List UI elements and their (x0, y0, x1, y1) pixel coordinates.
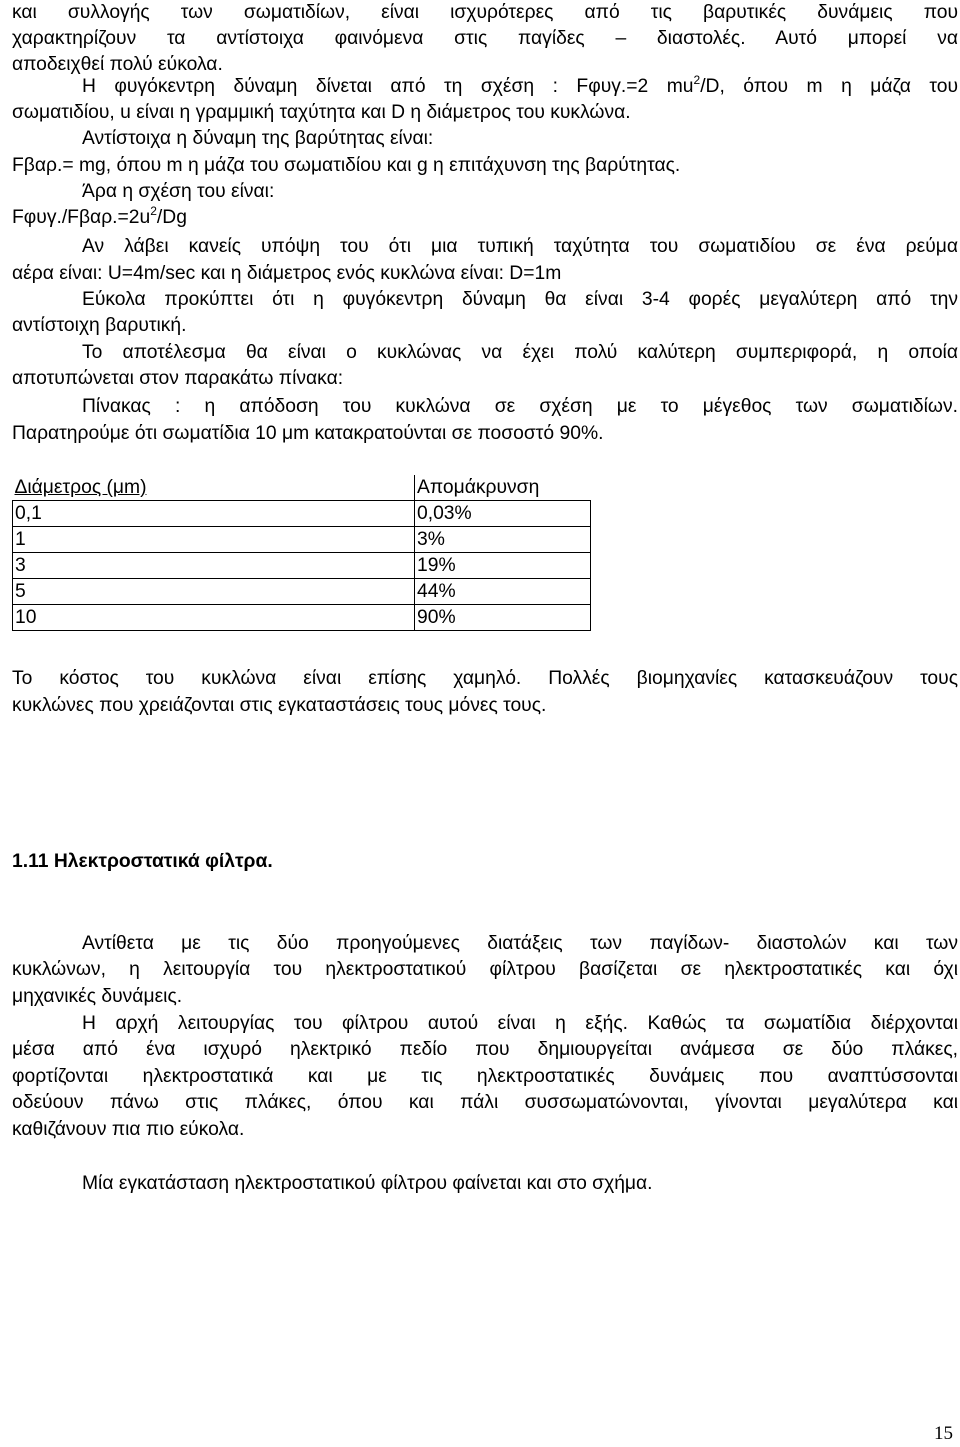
text-line: και συλλογής των σωματιδίων, είναι ισχυρότερες από τις βαρυτικές δυνάμεις που (12, 2, 958, 23)
text-line: σωματιδίου, u είναι η γραμμική ταχύτητα και D η διάμετρος του κυκλώνα. (12, 102, 631, 123)
text-line: αέρα είναι: U=4m/sec και η διάμετρος ενός κυκλώνα είναι: D=1m (12, 263, 562, 284)
text-line: καθιζάνουν πια πιο εύκολα. (12, 1119, 245, 1140)
text-line: Εύκολα προκύπτει ότι η φυγόκεντρη δύναμη θα είναι 3-4 φορές μεγαλύτερη από την (82, 289, 958, 310)
table-cell: 10 (13, 605, 415, 631)
table-cell: 1 (13, 527, 415, 553)
data-table (12, 475, 591, 631)
text-line: μηχανικές δυνάμεις. (12, 986, 183, 1007)
text-part: Fφυγ./Fβαρ.=2u (12, 207, 151, 228)
table-cell: 0,1 (13, 501, 415, 527)
page-number: 15 (934, 1423, 953, 1444)
text-line: Fβαρ.= mg, όπου m η μάζα του σωματιδίου και g η επιτάχυνση της βαρύτητας. (12, 155, 681, 176)
table-caption: Πίνακας : η απόδοση του κυκλώνα σε σχέση με το μέγεθος των σωματιδίων. (82, 396, 958, 417)
text-line: Αντίθετα με τις δύο προηγούμενες διατάξεις των παγίδων- διαστολών και των (82, 933, 958, 954)
text-part: /Dg (156, 207, 187, 228)
table-header-diameter: Διάμετρος (μm) (13, 475, 415, 501)
table-cell: 3 (13, 553, 415, 579)
text-line: αποτυπώνεται στον παρακάτω πίνακα: (12, 368, 344, 389)
text-line: φορτίζονται ηλεκτροστατικά και με τις ηλεκτροστατικές δυνάμεις που αναπτύσσονται (12, 1066, 958, 1087)
text-line: κυκλώνες που χρειάζονται στις εγκαταστάσεις τους μόνες τους. (12, 695, 547, 716)
table-row (13, 553, 591, 579)
text-line: Το αποτέλεσμα θα είναι ο κυκλώνας να έχει πολύ καλύτερη συμπεριφορά, η οποία (82, 342, 958, 363)
superscript: 2 (150, 204, 157, 218)
text-line: Αν λάβει κανείς υπόψη του ότι μια τυπική ταχύτητα του σωματιδίου σε ένα ρεύμα (82, 236, 958, 257)
superscript: 2 (693, 73, 701, 87)
table-cell: 5 (13, 579, 415, 605)
text-line: Παρατηρούμε ότι σωματίδια 10 μm κατακρατούνται σε ποσοστό 90%. (12, 423, 604, 444)
text-line: κυκλώνων, η λειτουργία του ηλεκτροστατικού φίλτρου βασίζεται σε ηλεκτροστατικές και όχι (12, 959, 958, 980)
text-line: Αντίστοιχα η δύναμη της βαρύτητας είναι: (82, 128, 434, 149)
table-header-removal: Απομάκρυνση (417, 477, 540, 498)
table-cell: 0,03% (415, 501, 591, 527)
table-row (13, 605, 591, 631)
text-line: οδεύουν πάνω στις πλάκες, όπου και πάλι συσσωματώνονται, γίνονται μεγαλύτερα και (12, 1092, 958, 1113)
text-line: αποδειχθεί πολύ εύκολα. (12, 54, 223, 75)
formula-line (12, 74, 958, 100)
text-line: Μία εγκατάσταση ηλεκτροστατικού φίλτρου φαίνεται και στο σχήμα. (82, 1173, 653, 1194)
formula-line (12, 205, 958, 231)
table-cell: 19% (415, 553, 591, 579)
table-row (13, 501, 591, 527)
table-header-row (13, 475, 591, 501)
section-heading: 1.11 Ηλεκτροστατικά φίλτρα. (12, 851, 273, 872)
table-row (13, 527, 591, 553)
text-line: Άρα η σχέση του είναι: (82, 181, 275, 202)
text-line: Η αρχή λειτουργίας του φίλτρου αυτού είναι η εξής. Καθώς τα σωματίδια διέρχονται (82, 1013, 958, 1034)
text-part: /D, όπου m η μάζα του (700, 76, 958, 97)
table-row (13, 579, 591, 605)
text-line: μέσα από ένα ισχυρό ηλεκτρικό πεδίο που δημιουργείται ανάμεσα σε δύο πλάκες, (12, 1039, 958, 1060)
table-cell: 3% (415, 527, 591, 553)
table-cell: 90% (415, 605, 591, 631)
text-line: αντίστοιχη βαρυτική. (12, 315, 187, 336)
text-part: Η φυγόκεντρη δύναμη δίνεται από τη σχέση : Fφυγ.=2 mu (82, 76, 694, 97)
text-line: Το κόστος του κυκλώνα είναι επίσης χαμηλό. Πολλές βιομηχανίες κατασκευάζουν τους (12, 668, 958, 689)
text-segment (82, 73, 958, 97)
table-cell: 44% (415, 579, 591, 605)
text-line: χαρακτηρίζουν τα αντίστοιχα φαινόμενα στις παγίδες – διαστολές. Αυτό μπορεί να (12, 28, 958, 49)
